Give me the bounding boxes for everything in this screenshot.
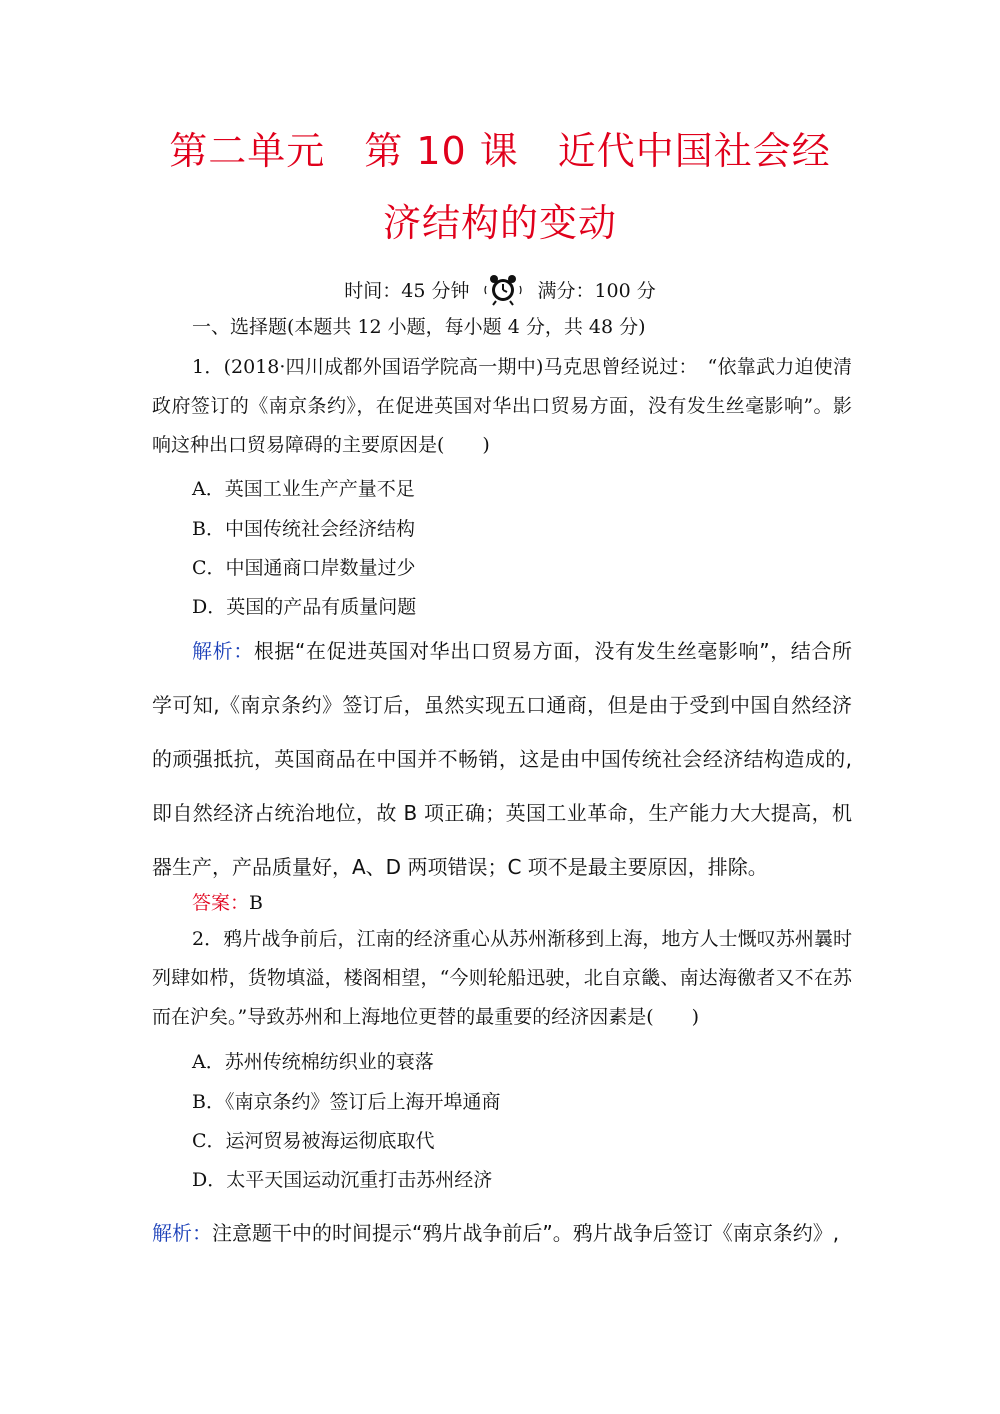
lesson-title-line1: 第二单元 第 10 课 近代中国社会经 — [169, 129, 831, 173]
question-1-option-c: C．中国通商口岸数量过少 — [192, 557, 416, 579]
question-2-option-d: D．太平天国运动沉重打击苏州经济 — [192, 1169, 493, 1191]
question-1-option-b: B．中国传统社会经济结构 — [192, 518, 415, 540]
question-2-option-b: B．《南京条约》签订后上海开埠通商 — [192, 1091, 501, 1113]
question-1-analysis — [152, 624, 852, 894]
question-1-option-d: D．英国的产品有质量问题 — [192, 596, 417, 618]
analysis-label: 解析： — [152, 1221, 212, 1245]
answer-label: 答案： — [192, 892, 250, 914]
answer-value: B — [249, 892, 263, 914]
analysis-label: 解析： — [192, 639, 254, 663]
question-2-stem: 2．鸦片战争前后，江南的经济重心从苏州渐移到上海，地方人士慨叹苏州曩时列肆如栉，货物填溢，楼阁相望，“今则轮船迅驶，北自京畿、南达海徼者又不在苏而在沪矣。”导致苏州和上海地位更替的最重要的经济因素是( ) — [152, 928, 852, 1028]
full-score: 满分：100 分 — [537, 279, 656, 302]
question-1-stem: 1．(2018·四川成都外国语学院高一期中)马克思曾经说过： “依靠武力迫使清政府签订的《南京条约》，在促进英国对华出口贸易方面，没有发生丝毫影响”。影响这种出口贸易障碍的主要原因是( ) — [152, 356, 852, 456]
analysis-text: 根据“在促进英国对华出口贸易方面，没有发生丝毫影响”，结合所学可知,《南京条约》签订后，虽然实现五口通商，但是由于受到中国自然经济的顽强抵抗，英国商品在中国并不畅销，这是由中国传统社会经济结构造成的,即自然经济占统治地位，故 B 项正确；英国工业革命，生产能力大大提高，机器生产，产品质量好，A、D 两项错误；C 项不是最主要原因，排除。 — [152, 639, 852, 879]
question-2-option-c: C．运河贸易被海运彻底取代 — [192, 1130, 435, 1152]
lesson-title-line2: 济结构的变动 — [382, 201, 617, 245]
exam-meta — [0, 272, 1000, 306]
section-heading: 一、选择题(本题共 12 小题，每小题 4 分，共 48 分) — [192, 316, 646, 338]
alarm-clock-icon — [483, 272, 523, 306]
question-1-answer — [192, 888, 263, 915]
analysis-text: 注意题干中的时间提示“鸦片战争前后”。鸦片战争后签订《南京条约》, — [212, 1221, 840, 1245]
question-1-option-a: A．英国工业生产产量不足 — [192, 478, 415, 500]
time-limit: 时间：45 分钟 — [344, 279, 470, 302]
question-2-option-a: A．苏州传统棉纺织业的衰落 — [192, 1051, 434, 1073]
question-2-analysis — [152, 1206, 852, 1260]
